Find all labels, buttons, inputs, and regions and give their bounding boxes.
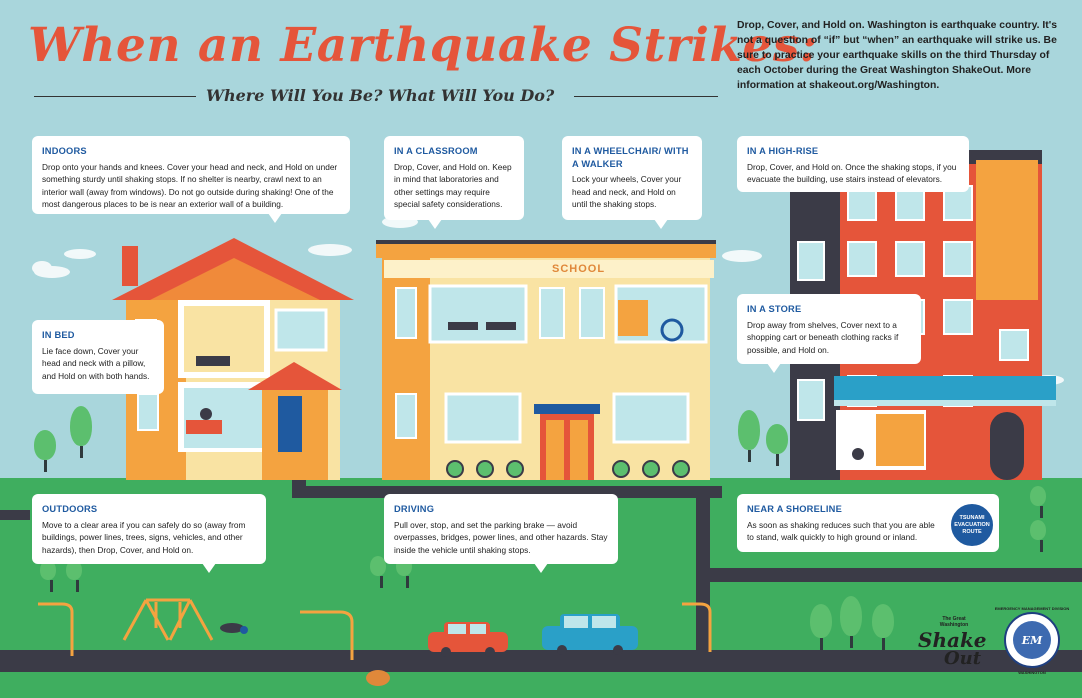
page-subtitle: Where Will You Be? What Will You Do? [206,86,555,105]
seal-top-text: EMERGENCY MANAGEMENT DIVISION [994,606,1070,611]
intro-text: Drop, Cover, and Hold on. Washington is earthquake country. It's not a question of “if” but “when” an earthquake will strike us. Be sure to practice your earthquake skills on the third Thursday of each October during the Great Washington ShakeOut. More information at shakeout.org/Washington. [737,20,1057,91]
card-heading: INDOORS [42,146,87,156]
card-text: Lock your wheels, Cover your head and neck, and Hold on until the shaking stops. [572,174,682,209]
car-blue [542,614,638,655]
card-text: Drop, Cover, and Hold on. Once the shaking stops, if you evacuate the building, use stairs instead of elevators. [747,161,957,184]
card-heading: IN A HIGH-RISE [747,146,819,156]
card-text: Pull over, stop, and set the parking brake — avoid overpasses, bridges, power lines, and other hazards. Stay inside the vehicle until shaking stops. [394,519,608,555]
route-sign-line2: EVACUATION [954,521,990,528]
seal-initials: EM [1013,621,1051,659]
tree [738,410,760,462]
shakeout-logo-line1: The Great [942,616,966,622]
tree [66,560,88,592]
shakeout-logo-word2: Out [944,648,982,669]
bush [446,460,464,478]
subtitle-rule-right [574,96,718,97]
card-heading: IN A STORE [747,304,802,314]
emergency-management-seal-icon [1004,612,1060,668]
card-wheelchair [562,136,702,220]
route-sign-line1: TSUNAMI [959,514,985,521]
card-text: Lie face down, Cover your head and neck with a pillow, and Hold on with both hands. [42,345,150,381]
card-in-bed [32,320,164,394]
card-indoors [32,136,350,214]
tree [70,406,92,458]
tree [810,604,832,650]
card-text: Drop onto your hands and knees. Cover your head and neck, and Hold on under something sturdy until shaking stops. If no shelter is nearby, crawl next to an interior wall (away from windows). Do not go outside during shaking! One of the most dangerous places to be is near an exterior wall of a building. [42,161,338,209]
card-text: Drop, Cover, and Hold on. Keep in mind that laboratories and other settings may require special safety considerations. [394,161,512,209]
tree [872,604,894,650]
tsunami-evacuation-sign-icon [948,501,996,549]
card-heading: NEAR A SHORELINE [747,504,842,514]
card-text: As soon as shaking reduces such that you are able to stand, walk quickly to high ground or inland. [747,519,935,542]
subtitle-row [34,86,718,106]
tree [34,430,56,472]
seal-bottom-text: WASHINGTON [1018,670,1046,675]
tree [40,560,62,592]
card-heading: IN BED [42,330,75,340]
swing-set [124,600,212,640]
tree [840,596,862,648]
school-sign: SCHOOL [552,263,606,275]
shakeout-logo-line2: Washington [939,622,969,628]
bush [476,460,494,478]
card-heading: OUTDOORS [42,504,98,514]
car-red [428,622,508,657]
bush [672,460,690,478]
tree [766,424,788,466]
card-outdoors [32,494,266,564]
card-heading: IN A WHEELCHAIR/ WITH A WALKER [572,146,689,169]
route-sign-line3: ROUTE [962,528,982,535]
bush [506,460,524,478]
card-heading: IN A CLASSROOM [394,146,478,156]
school [376,240,716,480]
card-text: Move to a clear area if you can safely do so (away from buildings, power lines, trees, signs, vehicles, and other hazards), then Drop, Cover, and Hold on. [42,519,246,555]
card-classroom [384,136,524,220]
card-driving [384,494,618,564]
person-on-grass [220,623,248,634]
page-title: When an Earthquake Strikes: [28,18,818,73]
card-heading: DRIVING [394,504,435,514]
card-store [737,294,921,364]
tree [1030,486,1052,518]
tree [1030,520,1052,552]
subtitle-rule-left [34,96,196,97]
card-high-rise [737,136,969,192]
card-text: Drop away from shelves, Cover next to a shopping cart or beneath clothing racks if possible, and Hold on. [747,319,899,355]
bush [642,460,660,478]
shakeout-logo-word1: Shake [918,628,987,652]
bush [612,460,630,478]
